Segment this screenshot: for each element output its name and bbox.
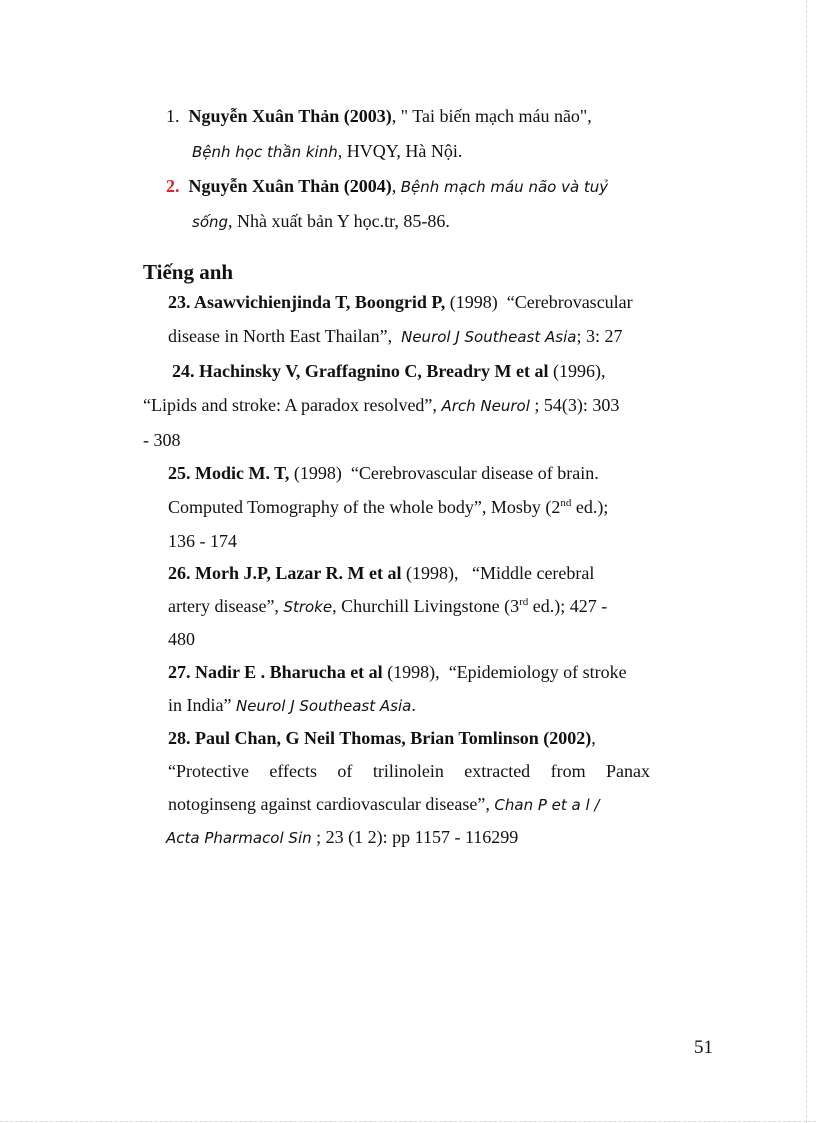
reference-1-line-2: Bệnh học thần kinh, HVQY, Hà Nội. [192, 141, 463, 161]
reference-25-line-2: Computed Tomography of the whole body”, Mosby (2nd ed.); [168, 497, 609, 517]
reference-27-line-1: 27. Nadir E . Bharucha et al (1998), “Epidemiology of stroke [168, 662, 627, 682]
page-border-right [806, 0, 807, 1123]
reference-28-line-3: notoginseng against cardiovascular disease”, Chan P et a l / [168, 794, 600, 814]
reference-28-line-4: Acta Pharmacol Sin ; 23 (1 2): pp 1157 - 116299 [166, 827, 519, 847]
reference-28-line-2: “Protective effects of trilinolein extracted from Panax [168, 761, 650, 781]
section-heading-english: Tiếng anh [143, 260, 234, 284]
reference-27-line-2: in India” Neurol J Southeast Asia. [168, 695, 416, 715]
reference-2-line-2: sống, Nhà xuất bản Y học.tr, 85-86. [192, 211, 450, 231]
reference-26-line-3: 480 [168, 629, 195, 649]
reference-24-line-2: “Lipids and stroke: A paradox resolved”, Arch Neurol ; 54(3): 303 [143, 395, 620, 415]
page-border-bottom [0, 1121, 816, 1122]
page-number: 51 [694, 1037, 713, 1058]
reference-24-line-1: 24. Hachinsky V, Graffagnino C, Breadry M et al (1996), [172, 361, 606, 381]
reference-2-line-1: 2. Nguyễn Xuân Thản (2004), Bệnh mạch máu não và tuỷ [166, 176, 609, 196]
reference-23-line-1: 23. Asawvichienjinda T, Boongrid P, (1998) “Cerebrovascular [168, 292, 633, 312]
reference-23-line-2: disease in North East Thailan”, Neurol J Southeast Asia; 3: 27 [168, 326, 623, 346]
reference-1-line-1: 1. Nguyễn Xuân Thản (2003), " Tai biến mạch máu não", [166, 106, 592, 126]
reference-28-line-1: 28. Paul Chan, G Neil Thomas, Brian Tomlinson (2002), [168, 728, 596, 748]
reference-24-line-3: - 308 [143, 430, 181, 450]
reference-26-line-2: artery disease”, Stroke, Churchill Livingstone (3rd ed.); 427 - [168, 596, 608, 616]
reference-26-line-1: 26. Morh J.P, Lazar R. M et al (1998), “Middle cerebral [168, 563, 595, 583]
reference-25-line-1: 25. Modic M. T, (1998) “Cerebrovascular disease of brain. [168, 463, 599, 483]
reference-25-line-3: 136 - 174 [168, 531, 237, 551]
